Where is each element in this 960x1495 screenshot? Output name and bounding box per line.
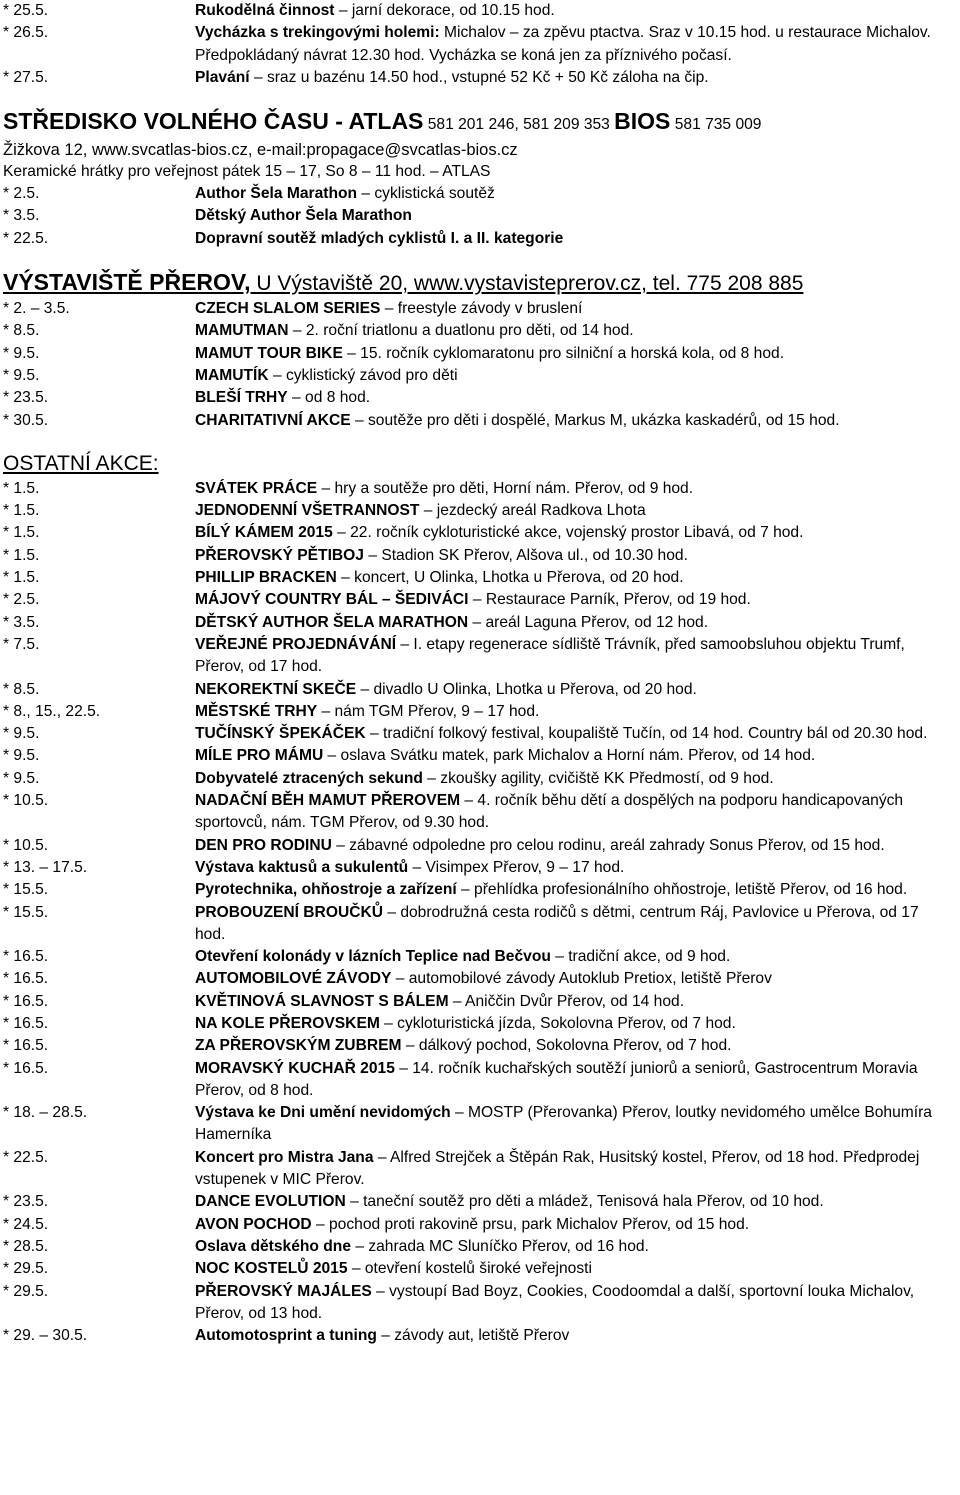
event-text xyxy=(195,634,960,679)
event-description: – hry a soutěže pro děti, Horní nám. Přerov, od 9 hod. xyxy=(317,479,694,497)
atlas-heading xyxy=(0,107,960,139)
event-description: – oslava Svátku matek, park Michalov a Horní nám. Přerov, od 14 hod. xyxy=(323,747,816,765)
event-description: – otevření kostelů široké veřejnosti xyxy=(347,1260,592,1278)
event-description: – závody aut, letiště Přerov xyxy=(376,1327,570,1345)
event-title: DĚTSKÝ AUTHOR ŠELA MARATHON xyxy=(195,613,469,631)
event-row xyxy=(0,991,960,1013)
event-date: * 23.5. xyxy=(3,1193,49,1211)
event-date: * 24.5. xyxy=(3,1215,49,1233)
event-date: * 2. – 3.5. xyxy=(3,300,70,318)
event-text xyxy=(195,365,960,387)
event-title: CHARITATIVNÍ AKCE xyxy=(195,411,351,429)
event-description: – přehlídka profesionálního ohňostroje, letiště Přerov, od 16 hod. xyxy=(456,881,908,899)
event-row xyxy=(0,723,960,745)
event-description: – I. etapy regenerace sídliště Trávník, před samoobsluhou objektu Trumf, Přerov, od 17 hod. xyxy=(195,635,905,676)
event-text xyxy=(195,902,960,947)
event-date: * 29.5. xyxy=(3,1260,49,1278)
event-description: – 4. ročník běhu dětí a dospělých na podporu handicapovaných sportovců, nám. TGM Přerov, od 9.30 hod. xyxy=(195,792,904,832)
event-row xyxy=(0,320,960,342)
event-text xyxy=(195,67,960,89)
event-text xyxy=(195,500,960,522)
event-text xyxy=(195,22,960,67)
event-description: – zábavné odpoledne pro celou rodinu, areál zahrady Sonus Přerov, od 15 hod. xyxy=(331,836,885,854)
event-description: – Restaurace Parník, Přerov, od 19 hod. xyxy=(468,591,751,609)
event-date: * 8.5. xyxy=(3,680,40,698)
event-row xyxy=(0,522,960,544)
event-title: MÁJOVÝ COUNTRY BÁL – ŠEDIVÁCI xyxy=(195,591,469,609)
event-title: Výstava ke Dni umění nevidomých xyxy=(195,1104,451,1122)
event-row xyxy=(0,902,960,947)
event-text xyxy=(195,1035,960,1057)
event-title: Otevření kolonády v lázních Teplice nad Bečvou xyxy=(195,948,551,966)
event-description: – 2. roční triatlonu a duatlonu pro děti, od 14 hod. xyxy=(288,322,634,340)
event-row xyxy=(0,1191,960,1213)
event-title: Vycházka s trekingovými holemi: xyxy=(195,24,440,42)
event-row xyxy=(0,67,960,89)
event-date: * 9.5. xyxy=(3,747,40,765)
spacer xyxy=(0,89,960,107)
event-date: * 28.5. xyxy=(3,1237,49,1255)
event-title: PŘEROVSKÝ PĚTIBOJ xyxy=(195,546,364,564)
event-title: AUTOMOBILOVÉ ZÁVODY xyxy=(195,970,392,988)
event-description: – 22. ročník cykloturistické akce, vojenský prostor Libavá, od 7 hod. xyxy=(332,524,804,542)
event-date: * 1.5. xyxy=(3,479,40,497)
event-title: KVĚTINOVÁ SLAVNOST S BÁLEM xyxy=(195,992,449,1010)
event-title: PHILLIP BRACKEN xyxy=(195,569,337,587)
event-text xyxy=(195,612,960,634)
event-date: * 22.5. xyxy=(3,1148,49,1166)
event-text xyxy=(195,1258,960,1280)
vystaviste-heading xyxy=(0,268,960,298)
event-row xyxy=(0,0,960,22)
event-text xyxy=(195,410,960,432)
event-title: MĚSTSKÉ TRHY xyxy=(195,702,318,720)
ostatni-heading-text: OSTATNÍ AKCE: xyxy=(3,451,159,475)
event-date: * 26.5. xyxy=(3,24,49,42)
event-text xyxy=(195,768,960,790)
event-text xyxy=(195,387,960,409)
event-date: * 1.5. xyxy=(3,524,40,542)
event-row xyxy=(0,1325,960,1347)
event-date: * 1.5. xyxy=(3,569,40,587)
event-description: – dálkový pochod, Sokolovna Přerov, od 7 hod. xyxy=(401,1037,732,1055)
top-entries xyxy=(0,0,960,89)
atlas-bios: BIOS xyxy=(614,108,671,135)
event-date: * 16.5. xyxy=(3,1059,49,1077)
event-title: MÍLE PRO MÁMU xyxy=(195,747,324,765)
event-title: ZA PŘEROVSKÝM ZUBREM xyxy=(195,1037,402,1055)
event-title: MAMUTMAN xyxy=(195,322,289,340)
event-row xyxy=(0,183,960,205)
event-description: – taneční soutěž pro děti a mládež, Tenisová hala Přerov, od 10 hod. xyxy=(345,1193,824,1211)
event-row xyxy=(0,790,960,835)
event-date: * 9.5. xyxy=(3,769,40,787)
event-date: * 13. – 17.5. xyxy=(3,858,88,876)
event-date: * 3.5. xyxy=(3,207,40,225)
event-text xyxy=(195,745,960,767)
event-description: – soutěže pro děti i dospělé, Markus M, ukázka kaskadérů, od 15 hod. xyxy=(350,411,840,429)
event-text xyxy=(195,567,960,589)
event-text xyxy=(195,1236,960,1258)
event-text xyxy=(195,478,960,500)
event-row xyxy=(0,679,960,701)
event-title: PŘEROVSKÝ MAJÁLES xyxy=(195,1282,372,1300)
event-description: – Aniččin Dvůr Přerov, od 14 hod. xyxy=(448,992,685,1010)
event-date: * 27.5. xyxy=(3,68,49,86)
event-row xyxy=(0,1013,960,1035)
event-date: * 3.5. xyxy=(3,613,40,631)
event-text xyxy=(195,723,960,745)
event-date: * 16.5. xyxy=(3,992,49,1010)
event-date: * 16.5. xyxy=(3,948,49,966)
event-description: – Stadion SK Přerov, Alšova ul., od 10.30 hod. xyxy=(363,546,688,564)
event-title: CZECH SLALOM SERIES xyxy=(195,300,381,318)
event-title: Plavání xyxy=(195,68,250,86)
event-text xyxy=(195,857,960,879)
event-row xyxy=(0,500,960,522)
event-title: SVÁTEK PRÁCE xyxy=(195,479,318,497)
event-description: – MOSTP (Přerovanka) Přerov, loutky nevidomého umělce Bohumíra Hamerníka xyxy=(195,1104,932,1144)
event-title: MAMUTÍK xyxy=(195,366,269,384)
event-title: NADAČNÍ BĚH MAMUT PŘEROVEM xyxy=(195,792,461,810)
event-date: * 16.5. xyxy=(3,1037,49,1055)
event-title: NA KOLE PŘEROVSKEM xyxy=(195,1014,380,1032)
event-row xyxy=(0,745,960,767)
event-text xyxy=(195,790,960,835)
event-text xyxy=(195,1102,960,1147)
event-text xyxy=(195,1325,960,1347)
event-text xyxy=(195,545,960,567)
event-title: Koncert pro Mistra Jana xyxy=(195,1148,374,1166)
event-date: * 16.5. xyxy=(3,970,49,988)
event-title: Author Šela Marathon xyxy=(195,185,358,203)
event-date: * 16.5. xyxy=(3,1014,49,1032)
event-row xyxy=(0,545,960,567)
event-row xyxy=(0,1147,960,1192)
event-row xyxy=(0,410,960,432)
event-date: * 10.5. xyxy=(3,792,49,810)
event-text xyxy=(195,1281,960,1326)
event-description: – jarní dekorace, od 10.15 hod. xyxy=(334,2,555,19)
event-description: – od 8 hod. xyxy=(287,389,371,407)
event-text xyxy=(195,0,960,22)
event-row xyxy=(0,1236,960,1258)
event-description: – cyklistický závod pro děti xyxy=(268,366,458,384)
event-text xyxy=(195,1147,960,1192)
event-row xyxy=(0,567,960,589)
event-date: * 9.5. xyxy=(3,344,40,362)
event-text xyxy=(195,320,960,342)
event-description: – cykloturistická jízda, Sokolovna Přerov, od 7 hod. xyxy=(379,1014,736,1032)
event-row xyxy=(0,22,960,67)
event-title: DEN PRO RODINU xyxy=(195,836,332,854)
event-title: Rukodělná činnost xyxy=(195,2,335,19)
event-description: – 14. ročník kuchařských soutěží juniorů a seniorů, Gastrocentrum Moravia Přerov, od 8 hod. xyxy=(195,1059,918,1099)
event-description: – pochod proti rakovině prsu, park Michalov Přerov, od 15 hod. xyxy=(311,1215,750,1233)
event-row xyxy=(0,205,960,227)
event-text xyxy=(195,1214,960,1236)
event-row xyxy=(0,835,960,857)
event-text xyxy=(195,879,960,901)
event-row xyxy=(0,612,960,634)
atlas-phone1: 581 201 246, 581 209 353 xyxy=(423,116,615,134)
event-row xyxy=(0,968,960,990)
event-text xyxy=(195,701,960,723)
event-date: * 8., 15., 22.5. xyxy=(3,702,101,720)
event-description: – cyklistická soutěž xyxy=(357,185,495,203)
event-row xyxy=(0,365,960,387)
event-date: * 15.5. xyxy=(3,903,49,921)
event-text xyxy=(195,991,960,1013)
event-title: NOC KOSTELŮ 2015 xyxy=(195,1260,348,1278)
event-row xyxy=(0,228,960,250)
event-title: MORAVSKÝ KUCHAŘ 2015 xyxy=(195,1059,395,1077)
event-date: * 7.5. xyxy=(3,635,40,653)
event-date: * 15.5. xyxy=(3,881,49,899)
event-description: – zahrada MC Sluníčko Přerov, od 16 hod. xyxy=(351,1237,649,1255)
event-description: – divadlo U Olinka, Lhotka u Přerova, od 20 hod. xyxy=(356,680,697,698)
event-title: MAMUT TOUR BIKE xyxy=(195,344,343,362)
event-title: Výstava kaktusů a sukulentů xyxy=(195,858,409,876)
vystaviste-entries xyxy=(0,298,960,432)
event-date: * 25.5. xyxy=(3,2,49,19)
event-description: – automobilové závody Autoklub Pretiox, letiště Přerov xyxy=(391,970,772,988)
event-date: * 2.5. xyxy=(3,185,40,203)
event-row xyxy=(0,1281,960,1326)
event-description: – nám TGM Přerov, 9 – 17 hod. xyxy=(317,702,540,720)
event-description: – freestyle závody v bruslení xyxy=(380,300,583,318)
event-title: Dětský Author Šela Marathon xyxy=(195,207,412,225)
event-row xyxy=(0,1258,960,1280)
vystaviste-name: VÝSTAVIŠTĚ PŘEROV, xyxy=(3,269,251,296)
event-row xyxy=(0,701,960,723)
event-description: – vystoupí Bad Boyz, Cookies, Coodoomdal a další, sportovní louka Michalov, Přerov, od 13 hod. xyxy=(195,1282,915,1322)
event-text xyxy=(195,1058,960,1103)
event-text xyxy=(195,1191,960,1213)
event-title: Pyrotechnika, ohňostroje a zařízení xyxy=(195,881,457,899)
ostatni-entries xyxy=(0,478,960,1348)
event-text xyxy=(195,522,960,544)
event-description: – Visimpex Přerov, 9 – 17 hod. xyxy=(408,858,625,876)
atlas-entries xyxy=(0,183,960,250)
event-title: BÍLÝ KÁMEM 2015 xyxy=(195,524,333,542)
event-row xyxy=(0,768,960,790)
atlas-phone2: 581 735 009 xyxy=(670,116,762,134)
event-row xyxy=(0,343,960,365)
spacer xyxy=(0,432,960,450)
event-title: VEŘEJNÉ PROJEDNÁVÁNÍ xyxy=(195,635,397,653)
event-text xyxy=(195,1013,960,1035)
event-row xyxy=(0,589,960,611)
event-title: Oslava dětského dne xyxy=(195,1237,351,1255)
event-date: * 9.5. xyxy=(3,725,40,743)
event-date: * 8.5. xyxy=(3,322,40,340)
event-date: * 1.5. xyxy=(3,546,40,564)
event-row xyxy=(0,1102,960,1147)
event-date: * 9.5. xyxy=(3,366,40,384)
event-text xyxy=(195,228,960,250)
event-title: Automotosprint a tuning xyxy=(195,1327,377,1345)
event-text xyxy=(195,589,960,611)
event-date: * 29. – 30.5. xyxy=(3,1327,88,1345)
event-text xyxy=(195,946,960,968)
atlas-info: Keramické hrátky pro veřejnost pátek 15 – 17, So 8 – 11 hod. – ATLAS xyxy=(3,163,491,181)
event-row xyxy=(0,879,960,901)
event-date: * 10.5. xyxy=(3,836,49,854)
event-text xyxy=(195,835,960,857)
event-text xyxy=(195,343,960,365)
vystaviste-details: U Výstaviště 20, www.vystavisteprerov.cz, tel. 775 208 885 xyxy=(250,272,804,296)
event-description: – areál Laguna Přerov, od 12 hod. xyxy=(468,613,709,631)
event-row xyxy=(0,387,960,409)
event-description: – zkoušky agility, cvičiště KK Předmostí, od 9 hod. xyxy=(422,769,774,787)
event-description: Michalov – za zpěvu ptactva. Sraz v 10.15 hod. u restaurace Michalov. Předpokládaný návrat 12.30 hod. Vycházka se koná jen za příznivého počasí. xyxy=(195,24,931,64)
atlas-address: Žižkova 12, www.svcatlas-bios.cz, e-mail:propagace@svcatlas-bios.cz xyxy=(3,141,518,160)
event-description: – 15. ročník cyklomaratonu pro silniční a horská kola, od 8 hod. xyxy=(342,344,785,362)
event-date: * 1.5. xyxy=(3,502,40,520)
ostatni-heading xyxy=(0,450,960,478)
event-description: – dobrodružná cesta rodičů s dětmi, centrum Ráj, Pavlovice u Přerova, od 17 hod. xyxy=(195,903,919,943)
event-text xyxy=(195,298,960,320)
event-date: * 22.5. xyxy=(3,229,49,247)
event-text xyxy=(195,679,960,701)
event-title: BLEŠÍ TRHY xyxy=(195,389,288,407)
event-date: * 29.5. xyxy=(3,1282,49,1300)
event-row xyxy=(0,298,960,320)
event-row xyxy=(0,634,960,679)
event-date: * 2.5. xyxy=(3,591,40,609)
event-title: Dobyvatelé ztracených sekund xyxy=(195,769,423,787)
event-row xyxy=(0,1214,960,1236)
event-title: NEKOREKTNÍ SKEČE xyxy=(195,680,357,698)
event-row xyxy=(0,857,960,879)
event-title: PROBOUZENÍ BROUČKŮ xyxy=(195,903,383,921)
event-text xyxy=(195,183,960,205)
event-description: – tradiční folkový festival, koupaliště Tučín, od 14 hod. Country bál od 20.30 hod. xyxy=(365,725,928,743)
event-date: * 23.5. xyxy=(3,389,49,407)
event-title: JEDNODENNÍ VŠETRANNOST xyxy=(195,502,420,520)
atlas-name: STŘEDISKO VOLNÉHO ČASU - ATLAS xyxy=(3,108,424,135)
event-text xyxy=(195,205,960,227)
event-row xyxy=(0,478,960,500)
event-description: – tradiční akce, od 9 hod. xyxy=(550,948,731,966)
event-title: AVON POCHOD xyxy=(195,1215,312,1233)
event-text xyxy=(195,968,960,990)
event-description: – Alfred Strejček a Štěpán Rak, Husitský kostel, Přerov, od 18 hod. Předprodej vstupenek v MIC Přerov. xyxy=(195,1148,920,1189)
event-description: – sraz u bazénu 14.50 hod., vstupné 52 Kč + 50 Kč záloha na čip. xyxy=(249,68,709,86)
event-title: Dopravní soutěž mladých cyklistů I. a II. kategorie xyxy=(195,229,564,247)
event-description: – jezdecký areál Radkova Lhota xyxy=(419,502,646,520)
event-row xyxy=(0,946,960,968)
spacer xyxy=(0,250,960,268)
event-description: – koncert, U Olinka, Lhotka u Přerova, od 20 hod. xyxy=(336,569,684,587)
event-date: * 18. – 28.5. xyxy=(3,1104,88,1122)
event-row xyxy=(0,1058,960,1103)
event-date: * 30.5. xyxy=(3,411,49,429)
event-title: DANCE EVOLUTION xyxy=(195,1193,346,1211)
event-title: TUČÍNSKÝ ŠPEKÁČEK xyxy=(195,725,366,743)
event-row xyxy=(0,1035,960,1057)
